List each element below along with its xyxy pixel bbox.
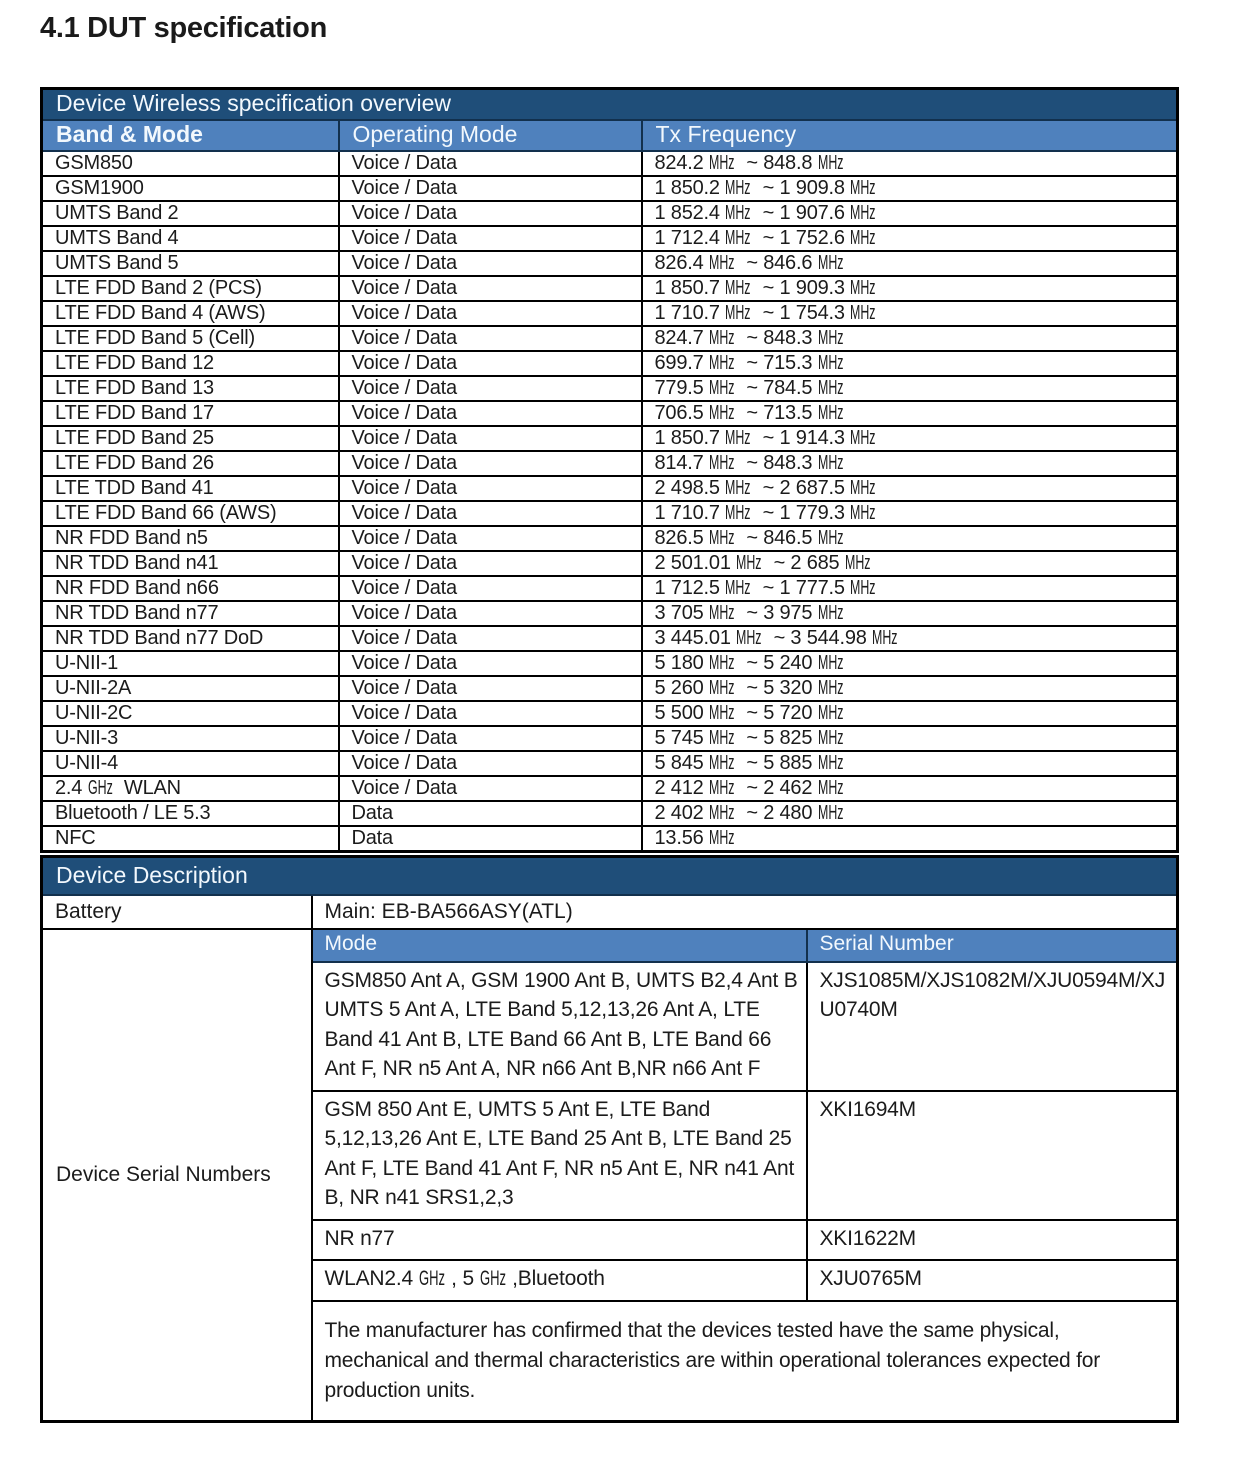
band-cell: U-NII-3 <box>42 726 339 751</box>
unit-label: MHz <box>850 277 876 299</box>
tx-frequency-cell: 1 850.7 MHz ~ 1 909.3 MHz <box>642 276 1178 301</box>
band-cell: U-NII-2A <box>42 676 339 701</box>
tx-frequency-cell: 1 852.4 MHz ~ 1 907.6 MHz <box>642 201 1178 226</box>
operating-mode-cell: Voice / Data <box>339 701 642 726</box>
unit-label: MHz <box>817 602 844 624</box>
spec-table-row <box>42 351 1178 376</box>
band-cell: NR TDD Band n77 <box>42 601 339 626</box>
unit-label: MHz <box>725 202 751 224</box>
unit-label: GHz <box>479 1267 506 1290</box>
tx-frequency-cell: 5 180 MHz ~ 5 240 MHz <box>642 651 1178 676</box>
serial-table-header-row <box>42 929 1178 962</box>
spec-table-row <box>42 426 1178 451</box>
unit-label: GHz <box>418 1267 445 1290</box>
operating-mode-cell: Voice / Data <box>339 401 642 426</box>
tx-frequency-cell: 1 710.7 MHz ~ 1 779.3 MHz <box>642 501 1178 526</box>
tx-frequency-cell: 814.7 MHz ~ 848.3 MHz <box>642 451 1178 476</box>
unit-label: MHz <box>708 377 735 399</box>
unit-label: MHz <box>725 427 751 449</box>
unit-label: MHz <box>817 752 844 774</box>
unit-label: MHz <box>850 477 876 499</box>
unit-label: MHz <box>817 402 844 424</box>
unit-label: MHz <box>850 502 876 524</box>
band-cell: LTE FDD Band 26 <box>42 451 339 476</box>
operating-mode-cell: Data <box>339 826 642 852</box>
serial-number-cell: XJU0765M <box>807 1260 1178 1301</box>
spec-table-row <box>42 176 1178 201</box>
column-header-tx-frequency: Tx Frequency <box>642 120 1178 151</box>
band-cell: LTE FDD Band 25 <box>42 426 339 451</box>
unit-label: MHz <box>725 477 751 499</box>
unit-label: MHz <box>708 727 735 749</box>
spec-table-row <box>42 526 1178 551</box>
spec-table-row <box>42 776 1178 801</box>
spec-table-row <box>42 401 1178 426</box>
unit-label: MHz <box>708 802 735 824</box>
band-cell: LTE FDD Band 12 <box>42 351 339 376</box>
unit-label: MHz <box>725 502 751 524</box>
spec-table-row <box>42 151 1178 176</box>
spec-table-row <box>42 226 1178 251</box>
unit-label: MHz <box>817 777 844 799</box>
operating-mode-cell: Voice / Data <box>339 451 642 476</box>
unit-label: MHz <box>817 352 844 374</box>
tx-frequency-cell: 824.2 MHz ~ 848.8 MHz <box>642 151 1178 176</box>
unit-label: MHz <box>708 352 735 374</box>
unit-label: MHz <box>850 427 876 449</box>
spec-table-row <box>42 326 1178 351</box>
spec-table-row <box>42 476 1178 501</box>
tx-frequency-cell: 5 745 MHz ~ 5 825 MHz <box>642 726 1178 751</box>
spec-table-row <box>42 751 1178 776</box>
tx-frequency-cell: 779.5 MHz ~ 784.5 MHz <box>642 376 1178 401</box>
band-cell: UMTS Band 4 <box>42 226 339 251</box>
unit-label: MHz <box>708 252 735 274</box>
spec-table-row <box>42 651 1178 676</box>
unit-label: MHz <box>872 627 898 649</box>
operating-mode-cell: Voice / Data <box>339 426 642 451</box>
unit-label: MHz <box>817 677 844 699</box>
spec-table-row <box>42 451 1178 476</box>
serial-mode-cell: GSM850 Ant A, GSM 1900 Ant B, UMTS B2,4 Ant B UMTS 5 Ant A, LTE Band 5,12,13,26 Ant A, LTE Band 41 Ant B, LTE Band 66 Ant B, LTE Band 66 Ant F, NR n5 Ant A, NR n66 Ant B,NR n66 Ant F <box>312 962 807 1091</box>
tx-frequency-cell: 5 845 MHz ~ 5 885 MHz <box>642 751 1178 776</box>
operating-mode-cell: Voice / Data <box>339 526 642 551</box>
operating-mode-cell: Voice / Data <box>339 326 642 351</box>
band-cell: NR FDD Band n5 <box>42 526 339 551</box>
unit-label: MHz <box>725 302 751 324</box>
band-cell: NFC <box>42 826 339 852</box>
column-header-operating-mode: Operating Mode <box>339 120 642 151</box>
band-cell: LTE FDD Band 66 (AWS) <box>42 501 339 526</box>
operating-mode-cell: Voice / Data <box>339 351 642 376</box>
unit-label: MHz <box>817 152 844 174</box>
unit-label: MHz <box>850 302 876 324</box>
spec-table-row <box>42 251 1178 276</box>
column-header-mode: Mode <box>312 929 807 962</box>
unit-label: MHz <box>817 327 844 349</box>
tx-frequency-cell: 5 260 MHz ~ 5 320 MHz <box>642 676 1178 701</box>
unit-label: MHz <box>708 827 735 849</box>
column-header-band-mode: Band & Mode <box>42 120 339 151</box>
tx-frequency-cell: 3 705 MHz ~ 3 975 MHz <box>642 601 1178 626</box>
band-cell: LTE FDD Band 13 <box>42 376 339 401</box>
spec-table-row <box>42 726 1178 751</box>
unit-label: MHz <box>817 452 844 474</box>
spec-table-row <box>42 601 1178 626</box>
operating-mode-cell: Voice / Data <box>339 276 642 301</box>
serial-number-cell: XKI1694M <box>807 1091 1178 1220</box>
unit-label: MHz <box>817 652 844 674</box>
operating-mode-cell: Voice / Data <box>339 501 642 526</box>
operating-mode-cell: Voice / Data <box>339 201 642 226</box>
manufacturer-note: The manufacturer has confirmed that the devices tested have the same physical, mechanical and thermal characteristics are within operational tolerances expected for production units. <box>312 1301 1178 1422</box>
battery-row <box>42 895 1178 929</box>
unit-label: MHz <box>725 577 751 599</box>
tx-frequency-cell: 2 498.5 MHz ~ 2 687.5 MHz <box>642 476 1178 501</box>
unit-label: MHz <box>708 602 735 624</box>
unit-label: MHz <box>817 727 844 749</box>
battery-value: Main: EB-BA566ASY(ATL) <box>312 895 1178 929</box>
spec-table-row <box>42 276 1178 301</box>
operating-mode-cell: Voice / Data <box>339 626 642 651</box>
band-cell: GSM850 <box>42 151 339 176</box>
unit-label: MHz <box>817 377 844 399</box>
tx-frequency-cell: 1 712.4 MHz ~ 1 752.6 MHz <box>642 226 1178 251</box>
spec-table-row <box>42 701 1178 726</box>
serial-mode-cell: GSM 850 Ant E, UMTS 5 Ant E, LTE Band 5,12,13,26 Ant E, LTE Band 25 Ant B, LTE Band 25 Ant F, LTE Band 41 Ant F, NR n5 Ant E, NR n41 Ant B, NR n41 SRS1,2,3 <box>312 1091 807 1220</box>
tx-frequency-cell: 1 710.7 MHz ~ 1 754.3 MHz <box>642 301 1178 326</box>
operating-mode-cell: Voice / Data <box>339 176 642 201</box>
unit-label: MHz <box>725 227 751 249</box>
tx-frequency-cell: 2 402 MHz ~ 2 480 MHz <box>642 801 1178 826</box>
operating-mode-cell: Voice / Data <box>339 751 642 776</box>
operating-mode-cell: Voice / Data <box>339 726 642 751</box>
band-cell: NR TDD Band n41 <box>42 551 339 576</box>
spec-table-row <box>42 626 1178 651</box>
unit-label: GHz <box>87 777 113 799</box>
section-title: 4.1 DUT specification <box>40 12 327 44</box>
unit-label: MHz <box>708 152 735 174</box>
spec-table-row <box>42 376 1178 401</box>
serial-mode-cell: NR n77 <box>312 1220 807 1261</box>
band-cell: UMTS Band 2 <box>42 201 339 226</box>
serial-number-cell: XKI1622M <box>807 1220 1178 1261</box>
device-description-title: Device Description <box>42 857 1178 895</box>
unit-label: MHz <box>708 452 735 474</box>
unit-label: MHz <box>708 777 735 799</box>
band-cell: LTE FDD Band 17 <box>42 401 339 426</box>
device-description-title-row <box>42 857 1178 895</box>
band-cell: GSM1900 <box>42 176 339 201</box>
tx-frequency-cell: 1 850.7 MHz ~ 1 914.3 MHz <box>642 426 1178 451</box>
band-cell: LTE FDD Band 2 (PCS) <box>42 276 339 301</box>
unit-label: MHz <box>850 177 876 199</box>
band-cell: LTE TDD Band 41 <box>42 476 339 501</box>
operating-mode-cell: Voice / Data <box>339 251 642 276</box>
unit-label: MHz <box>725 277 751 299</box>
tx-frequency-cell: 3 445.01 MHz ~ 3 544.98 MHz <box>642 626 1178 651</box>
tx-frequency-cell: 2 501.01 MHz ~ 2 685 MHz <box>642 551 1178 576</box>
serial-mode-cell: WLAN2.4 GHz , 5 GHz ,Bluetooth <box>312 1260 807 1301</box>
unit-label: MHz <box>708 652 735 674</box>
spec-table-title: Device Wireless specification overview <box>42 89 1178 121</box>
spec-table-row <box>42 826 1178 852</box>
spec-table-row <box>42 801 1178 826</box>
column-header-serial-number: Serial Number <box>807 929 1178 962</box>
tx-frequency-cell: 1 712.5 MHz ~ 1 777.5 MHz <box>642 576 1178 601</box>
battery-label: Battery <box>42 895 312 929</box>
unit-label: MHz <box>708 752 735 774</box>
band-cell: NR TDD Band n77 DoD <box>42 626 339 651</box>
operating-mode-cell: Data <box>339 801 642 826</box>
operating-mode-cell: Voice / Data <box>339 676 642 701</box>
tx-frequency-cell: 2 412 MHz ~ 2 462 MHz <box>642 776 1178 801</box>
unit-label: MHz <box>850 202 876 224</box>
tx-frequency-cell: 826.4 MHz ~ 846.6 MHz <box>642 251 1178 276</box>
spec-table-row <box>42 676 1178 701</box>
unit-label: MHz <box>850 227 876 249</box>
tx-frequency-cell: 699.7 MHz ~ 715.3 MHz <box>642 351 1178 376</box>
unit-label: MHz <box>736 552 762 574</box>
spec-table-row <box>42 576 1178 601</box>
unit-label: MHz <box>817 252 844 274</box>
tx-frequency-cell: 706.5 MHz ~ 713.5 MHz <box>642 401 1178 426</box>
unit-label: MHz <box>708 677 735 699</box>
unit-label: MHz <box>736 627 762 649</box>
tx-frequency-cell: 5 500 MHz ~ 5 720 MHz <box>642 701 1178 726</box>
operating-mode-cell: Voice / Data <box>339 776 642 801</box>
serial-number-cell: XJS1085M/XJS1082M/XJU0594M/XJU0740M <box>807 962 1178 1091</box>
unit-label: MHz <box>817 802 844 824</box>
wireless-spec-table <box>40 87 1179 853</box>
operating-mode-cell: Voice / Data <box>339 301 642 326</box>
spec-table-row <box>42 501 1178 526</box>
operating-mode-cell: Voice / Data <box>339 476 642 501</box>
unit-label: MHz <box>844 552 871 574</box>
device-serial-numbers-label: Device Serial Numbers <box>42 929 312 1422</box>
band-cell: NR FDD Band n66 <box>42 576 339 601</box>
operating-mode-cell: Voice / Data <box>339 601 642 626</box>
band-cell: U-NII-4 <box>42 751 339 776</box>
unit-label: MHz <box>725 177 751 199</box>
band-cell: U-NII-1 <box>42 651 339 676</box>
band-cell: LTE FDD Band 4 (AWS) <box>42 301 339 326</box>
unit-label: MHz <box>817 702 844 724</box>
operating-mode-cell: Voice / Data <box>339 226 642 251</box>
band-cell: 2.4 GHz WLAN <box>42 776 339 801</box>
operating-mode-cell: Voice / Data <box>339 576 642 601</box>
tx-frequency-cell: 13.56 MHz <box>642 826 1178 852</box>
spec-table-body <box>42 151 1178 852</box>
band-cell: LTE FDD Band 5 (Cell) <box>42 326 339 351</box>
operating-mode-cell: Voice / Data <box>339 551 642 576</box>
spec-table-row <box>42 551 1178 576</box>
spec-table-row <box>42 301 1178 326</box>
operating-mode-cell: Voice / Data <box>339 151 642 176</box>
unit-label: MHz <box>708 702 735 724</box>
spec-table-title-row <box>42 89 1178 121</box>
band-cell: Bluetooth / LE 5.3 <box>42 801 339 826</box>
unit-label: MHz <box>708 402 735 424</box>
band-cell: UMTS Band 5 <box>42 251 339 276</box>
unit-label: MHz <box>708 327 735 349</box>
spec-table-row <box>42 201 1178 226</box>
unit-label: MHz <box>708 527 735 549</box>
tx-frequency-cell: 1 850.2 MHz ~ 1 909.8 MHz <box>642 176 1178 201</box>
unit-label: MHz <box>850 577 876 599</box>
tx-frequency-cell: 824.7 MHz ~ 848.3 MHz <box>642 326 1178 351</box>
device-description-table <box>40 855 1179 1423</box>
operating-mode-cell: Voice / Data <box>339 376 642 401</box>
operating-mode-cell: Voice / Data <box>339 651 642 676</box>
unit-label: MHz <box>817 527 844 549</box>
band-cell: U-NII-2C <box>42 701 339 726</box>
spec-table-header-row <box>42 120 1178 151</box>
tx-frequency-cell: 826.5 MHz ~ 846.5 MHz <box>642 526 1178 551</box>
